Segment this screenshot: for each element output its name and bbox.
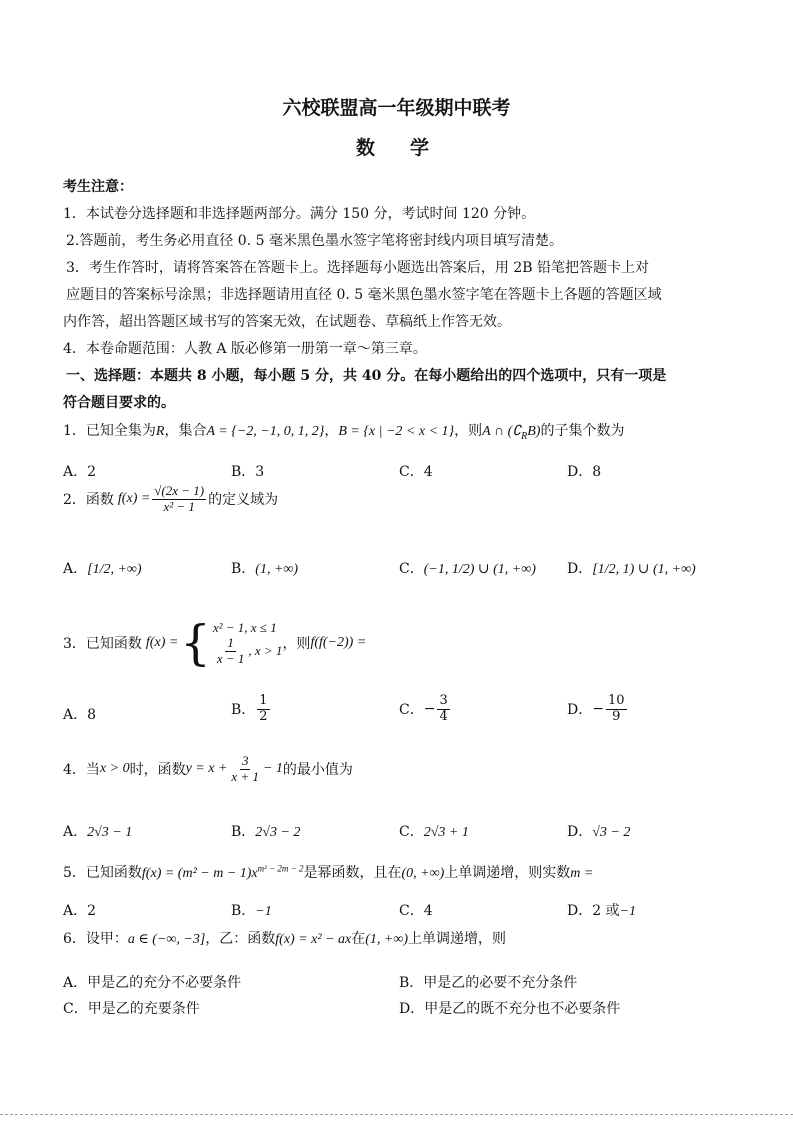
q4-option-c: C．2√3 + 1 xyxy=(399,824,469,840)
q6-option-c: C．甲是乙的充要条件 xyxy=(63,1001,200,1017)
question-3: 3．已知函数 f(x) = { x² − 1, x ≤ 1 $\frac{1}{x - 1}$ , x > 1 ，则 f(f(−2)) = xyxy=(63,615,367,671)
section-heading-line2: 符合题目要求的。 xyxy=(63,395,175,411)
notice-item-1: 1．本试卷分选择题和非选择题两部分。满分 150 分，考试时间 120 分钟。 xyxy=(63,206,536,222)
q1-option-b: B．3 xyxy=(231,464,265,480)
q2-option-b: B．(1, +∞) xyxy=(231,561,299,577)
q5-option-a: A．2 xyxy=(63,903,97,919)
q4-option-b: B．2√3 − 2 xyxy=(231,824,301,840)
q4-option-a: A．2√3 − 1 xyxy=(63,824,133,840)
q2-option-c: C．(−1, 1/2) ∪ (1, +∞) xyxy=(399,561,536,577)
section-heading-line1: 一、选择题：本题共 8 小题，每小题 5 分，共 40 分。在每小题给出的四个选项中，只有一项是 xyxy=(66,368,667,384)
question-4: 4．当 x > 0 时，函数 y = x + $\frac{3}{x + 1}$ − 1 的最小值为 xyxy=(63,753,353,784)
question-2: 2．函数 f(x) = $\frac{√(2x - 1)}{\text{x² − 1}}$ 的定义域为 xyxy=(63,483,279,514)
notice-item-3-cont: 应题目的答案标号涂黑；非选择题请用直径 0. 5 毫米黑色墨水签字笔在答题卡上各题的答题区域 xyxy=(66,287,662,303)
q2-option-d: D．[1/2, 1) ∪ (1, +∞) xyxy=(567,561,696,577)
notice-heading: 考生注意： xyxy=(63,179,133,195)
q2-option-a: A．[1/2, +∞) xyxy=(63,561,142,577)
notice-item-3: 3．考生作答时，请将答案答在答题卡上。选择题每小题选出答案后，用 2B 铅笔把答题卡上对 xyxy=(66,260,650,276)
exam-title: 六校联盟高一年级期中联考 xyxy=(282,97,511,119)
q6-option-d: D．甲是乙的既不充分也不必要条件 xyxy=(399,1001,621,1017)
q6-option-b: B．甲是乙的必要不充分条件 xyxy=(399,975,578,991)
q3-option-d: D． − $\frac{10}{9}$ xyxy=(567,693,625,724)
page-bottom-rule xyxy=(0,1114,793,1115)
question-6: 6．设甲：a ∈ (−∞, −3]，乙：函数f(x) = x² − ax在(1, +∞)上单调递增，则 xyxy=(63,931,506,947)
q1-option-c: C．4 xyxy=(399,464,433,480)
q4-option-d: D．√3 − 2 xyxy=(567,824,631,840)
q6-option-a: A．甲是乙的充分不必要条件 xyxy=(63,975,242,991)
q3-option-b: B． $\frac{1}{2}$ xyxy=(231,693,268,724)
q3-option-a: A．8 xyxy=(63,707,97,723)
notice-item-4: 4．本卷命题范围：人教 A 版必修第一册第一章～第三章。 xyxy=(63,341,427,357)
q5-option-d: D．2 或−1 xyxy=(567,903,637,919)
notice-item-2: 2.答题前，考生务必用直径 0. 5 毫米黑色墨水签字笔将密封线内项目填写清楚。 xyxy=(66,233,563,249)
q5-option-b: B．−1 xyxy=(231,903,272,919)
q1-option-a: A．2 xyxy=(63,464,97,480)
question-5: 5．已知函数$f(x) = (m^2 - m - 1)x^{m^2 - 2m - 2}$是幂函数，且在(0, +∞)上单调递增，则实数m = xyxy=(63,863,594,881)
subject-title: 数 学 xyxy=(355,137,437,159)
notice-item-3-cont2: 内作答，超出答题区域书写的答案无效，在试题卷、草稿纸上作答无效。 xyxy=(63,314,511,330)
question-1: 1．已知全集为R，集合A = {−2, −1, 0, 1, 2}，B = {x | −2 < x < 1}，则A ∩ $(∁_RB)$的子集个数为 xyxy=(63,423,625,442)
q5-option-c: C．4 xyxy=(399,903,433,919)
q3-option-c: C． − $\frac{3}{4}$ xyxy=(399,693,448,724)
q1-option-d: D．8 xyxy=(567,464,602,480)
